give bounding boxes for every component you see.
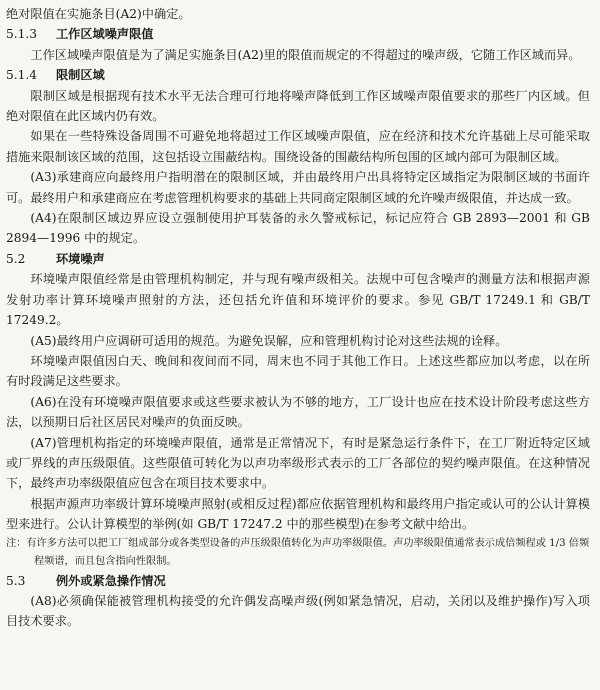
section-title: 环境噪声 [56, 251, 105, 266]
section-number: 5.2 [6, 251, 26, 266]
paragraph: (A7)管理机构指定的环境噪声限值，通常是正常情况下，有时是紧急运行条件下，在工厂附近特定区域或厂界线的声压级限值。这些限值可转化为以声功率级形式表示的工厂各部位的契约噪声限值。在这种情况下，最终声功率级限值应包含在项目技术要求中。 [6, 435, 590, 491]
section-title: 工作区域噪声限值 [56, 27, 154, 42]
section-heading-5-1-4 [6, 65, 590, 85]
paragraph: (A4)在限制区域边界应设立强制使用护耳装备的永久警戒标记，标记应符合 GB 2893—2001 和 GB 2894—1996 中的规定。 [6, 211, 590, 246]
paragraph: 环境噪声限值因白天、晚间和夜间而不同，周末也不同于其他工作日。上述这些都应加以考虑，以在所有时段满足这些要求。 [6, 353, 590, 389]
paragraph: 如果在一些特殊设备周围不可避免地将超过工作区域噪声限值，应在经济和技术允许基础上尽可能采取措施来限制该区域的范围，这包括设立围蔽结构。围绕设备的围蔽结构所包围的区域内部可为限制区域。 [6, 129, 590, 164]
paragraph: 限制区域是根据现有技术水平无法合理可行地将噪声降低到工作区域噪声限值要求的那些厂内区域。但绝对限值在此区域内仍有效。 [6, 88, 590, 124]
section-number: 5.1.3 [6, 27, 38, 42]
section-title: 限制区域 [56, 68, 105, 83]
paragraph: 绝对限值在实施条目(A2)中确定。 [6, 7, 191, 21]
paragraph: 环境噪声限值经常是由管理机构制定，并与现有噪声级相关。法规中可包含噪声的测量方法和根据声源发射功率计算环境噪声照射的方法，还包括允许值和环境评价的要求。参见 GB/T 17249.1 和 GB/T 17249.2。 [6, 272, 590, 328]
section-heading-5-1-3 [6, 24, 590, 44]
section-number: 5.3 [6, 573, 26, 588]
section-heading-5-3 [6, 571, 590, 591]
paragraph: (A6)在没有环境噪声限值要求或这些要求被认为不够的地方，工厂设计也应在技术设计阶段考虑这些方法，以预期日后社区居民对噪声的负面反映。 [6, 394, 590, 430]
section-title: 例外或紧急操作情况 [56, 573, 166, 588]
section-number: 5.1.4 [6, 68, 38, 83]
paragraph: 工作区域噪声限值是为了满足实施条目(A2)里的限值而规定的不得超过的噪声级，它随工作区域而异。 [30, 47, 581, 62]
section-heading-5-2 [6, 249, 590, 269]
paragraph: 根据声源声功率级计算环境噪声照射(或相反过程)都应依据管理机构和最终用户指定或认可的公认计算模型来进行。公认计算模型的举例(如 GB/T 17247.2 中的那些模型)在参考文献中给出。 [6, 496, 590, 532]
paragraph: (A5)最终用户应调研可适用的规范。为避免误解，应和管理机构讨论对这些法规的诠释。 [30, 333, 508, 348]
note: 注：有许多方法可以把工厂组成部分或各类型设备的声压级限值转化为声功率级限值。声功率级限值通常表示成倍频程或 1/3 倍频程频谱，而且包含指向性限制。 [6, 537, 590, 567]
paragraph: (A3)承建商应向最终用户指明潜在的限制区域，并由最终用户出具将特定区域指定为限制区域的书面许可。最终用户和承建商应在考虑管理机构要求的基础上共同商定限制区域的允许噪声级限值，并达成一致。 [6, 170, 590, 205]
paragraph: (A8)必须确保能被管理机构接受的允许偶发高噪声级(例如紧急情况，启动，关闭以及维护操作)写入项目技术要求。 [6, 593, 590, 629]
